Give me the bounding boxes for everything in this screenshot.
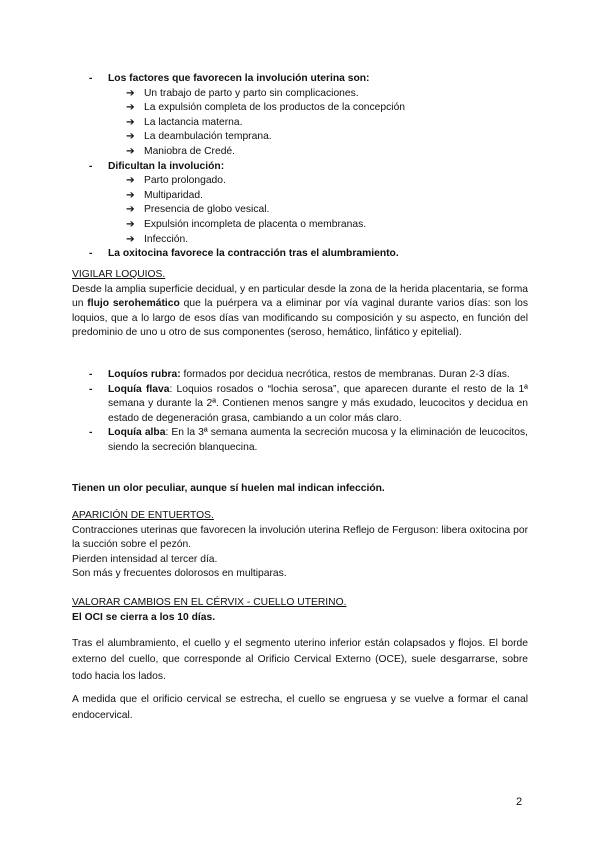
- arrow-icon: ➔: [126, 218, 135, 230]
- dash-bullet: -: [89, 248, 93, 260]
- olor-note: Tienen un olor peculiar, aunque sí huelen mal indican infección.: [72, 483, 385, 494]
- dash-bullet: -: [89, 160, 93, 172]
- flujo-serohematico: flujo serohemático: [87, 298, 180, 310]
- hinder-list: [72, 174, 528, 247]
- list-item: ➔ La expulsión completa de los productos de la concepción: [72, 101, 528, 116]
- dash-bullet: -: [89, 369, 93, 380]
- arrow-icon: ➔: [126, 175, 135, 187]
- list-item: ➔ La lactancia materna.: [72, 116, 528, 131]
- loquios-types-list: [72, 368, 528, 456]
- arrow-icon: ➔: [126, 204, 135, 216]
- list-item: ➔ Maniobra de Credé.: [72, 145, 528, 160]
- dash-bullet: -: [89, 427, 93, 439]
- list-item: ➔ La deambulación temprana.: [72, 130, 528, 145]
- dash-bullet: -: [89, 73, 93, 84]
- loquia-flava-item: - Loquía flava: Loquios rosados o “lochia serosa”, que aparecen durante el resto de la 1ª semana y durante la 2ª. Contienen menos sangre y más exudado, leucocitos y decidua en estado de degeneración grasa, cambiando a un color más claro.: [89, 383, 528, 424]
- dash-bullet: -: [89, 383, 93, 395]
- arrow-icon: ➔: [126, 233, 135, 245]
- oxitocina-item: [72, 247, 528, 262]
- entuertos-section: [72, 509, 528, 582]
- list-item: ➔ Multiparidad.: [72, 189, 528, 204]
- cervix-section: [72, 596, 528, 625]
- entuertos-line1: Contracciones uterinas que favorecen la involución uterina Reflejo de Ferguson: libera oxitocina por la succión sobre el pezón.: [72, 524, 528, 551]
- arrow-icon: ➔: [126, 145, 135, 157]
- favor-list: [72, 87, 528, 160]
- list-item: ➔ Parto prolongado.: [72, 174, 528, 189]
- cervix-title: VALORAR CAMBIOS EN EL CÉRVIX - CUELLO UTERINO.: [72, 597, 347, 608]
- arrow-icon: ➔: [126, 189, 135, 201]
- oxitocina-text: La oxitocina favorece la contracción tras el alumbramiento.: [108, 248, 399, 260]
- factors-favor-heading: Los factores que favorecen la involución uterina son:: [108, 73, 370, 84]
- list-item: ➔ Presencia de globo vesical.: [72, 203, 528, 218]
- loquia-alba-item: - Loquía alba: En la 3ª semana aumenta la secreción mucosa y la eliminación de leucocitos, siendo la secreción blanquecina.: [89, 427, 528, 453]
- cervix-paragraph-2: A medida que el orificio cervical se estrecha, el cuello se engruesa y se vuelve a formar el canal endocervical.: [72, 694, 528, 722]
- entuertos-title: APARICIÓN DE ENTUERTOS.: [72, 510, 214, 521]
- list-item: ➔ Expulsión incompleta de placenta o membranas.: [72, 218, 528, 233]
- factors-hinder-item: [72, 160, 528, 175]
- page-number: 2: [516, 796, 523, 808]
- loquios-rubra-item: - Loquíos rubra: formados por decidua necrótica, restos de membranas. Duran 2-3 días.: [72, 368, 528, 383]
- involution-factors-section: [72, 72, 528, 262]
- arrow-icon: ➔: [126, 87, 135, 99]
- arrow-icon: ➔: [126, 102, 135, 114]
- arrow-icon: ➔: [126, 131, 135, 143]
- arrow-icon: ➔: [126, 116, 135, 128]
- entuertos-line2: Pierden intensidad al tercer día.: [72, 553, 218, 565]
- loquios-paragraph: Desde la amplia superficie decidual, y en particular desde la zona de la herida placentaria, se forma un flujo serohemático que la puérpera va a eliminar por vía vaginal durante varios días: son los loquios, que a lo largo de esos días van modificando su composición y su aspecto, en función del predominio de uno u otro de sus componentes (seroso, hemático, linfático y epitelial).: [72, 283, 529, 339]
- oci-note: El OCI se cierra a los 10 días.: [72, 611, 216, 623]
- factors-hinder-heading: Dificultan la involución:: [108, 160, 225, 172]
- entuertos-line3: Son más y frecuentes dolorosos en multiparas.: [72, 568, 287, 580]
- loquios-title: VIGILAR LOQUIOS.: [72, 269, 166, 280]
- list-item: ➔ Infección.: [72, 233, 528, 248]
- cervix-paragraph-1: Tras el alumbramiento, el cuello y el segmento uterino inferior están colapsados y flojos. El borde externo del cuello, que corresponde al Orificio Cervical Externo (OCE), suele desgarrarse, sobre todo hacia los lados.: [72, 638, 528, 682]
- factors-favor-item: [72, 72, 528, 87]
- loquios-section: [72, 268, 528, 341]
- list-item: ➔ Un trabajo de parto y parto sin complicaciones.: [72, 87, 528, 102]
